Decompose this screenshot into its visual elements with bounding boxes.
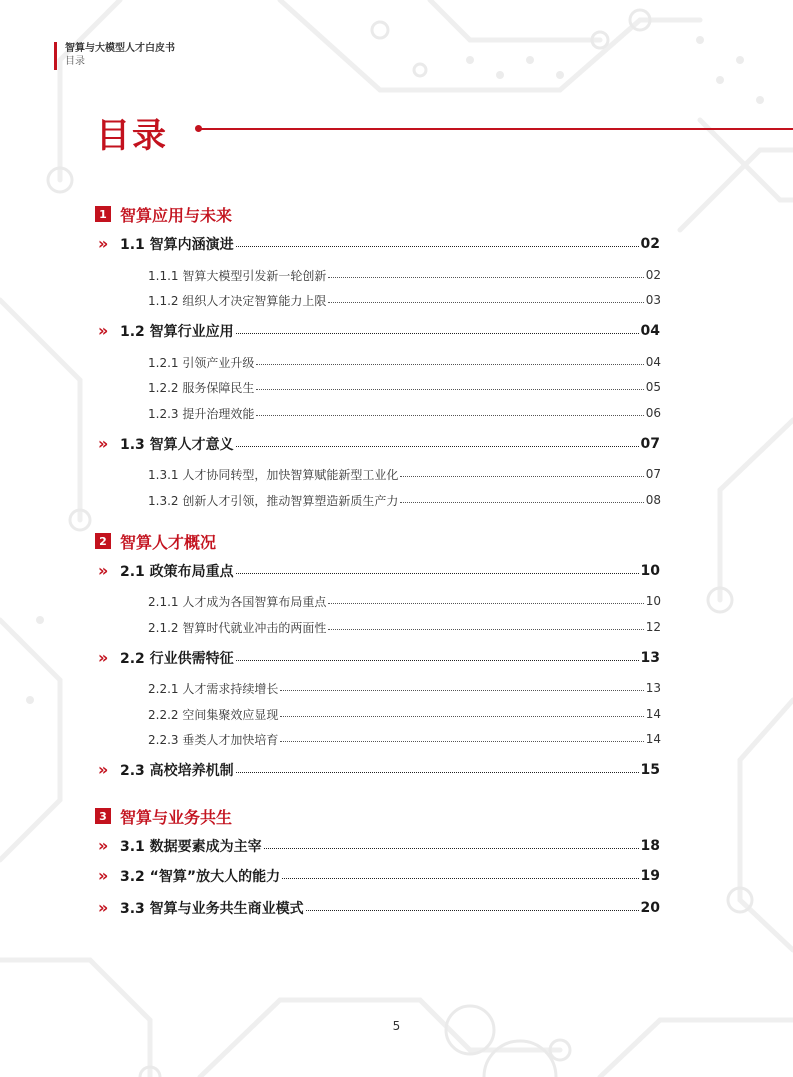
entry-label: 1.3 智算人才意义 xyxy=(120,437,234,453)
chapter-number-badge: 1 xyxy=(95,206,111,222)
double-chevron-icon: » xyxy=(98,561,109,580)
double-chevron-icon: » xyxy=(98,760,109,779)
toc-entry-2-2-3[interactable] xyxy=(148,731,661,747)
entry-label: 1.1.2 组织人才决定智算能力上限 xyxy=(148,293,327,308)
entry-page: 14 xyxy=(645,707,661,721)
double-chevron-icon: » xyxy=(98,898,109,917)
dot-leader xyxy=(256,363,643,365)
toc-entry-3-3[interactable] xyxy=(98,898,660,918)
entry-page: 18 xyxy=(640,838,660,854)
dot-leader xyxy=(328,628,643,630)
entry-label: 1.3.1 人才协同转型，加快智算赋能新型工业化 xyxy=(148,467,399,482)
double-chevron-icon: » xyxy=(98,836,109,855)
dot-leader xyxy=(400,501,643,503)
toc-entry-1-2-1[interactable] xyxy=(148,354,661,370)
entry-label: 1.2.2 服务保障民生 xyxy=(148,380,255,395)
dot-leader xyxy=(282,877,638,879)
toc-entry-3-2[interactable] xyxy=(98,866,660,886)
entry-label: 2.3 高校培养机制 xyxy=(120,763,234,779)
chapter-number-badge: 2 xyxy=(95,533,111,549)
toc-entry-1-2-3[interactable] xyxy=(148,405,661,421)
dot-leader xyxy=(236,245,639,247)
entry-page: 02 xyxy=(645,268,661,282)
dot-leader xyxy=(306,909,639,911)
section-name: 目录 xyxy=(65,56,85,67)
entry-label: 2.2.1 人才需求持续增长 xyxy=(148,681,279,696)
entry-page: 04 xyxy=(640,323,660,339)
entry-label: 1.3.2 创新人才引领，推动智算塑造新质生产力 xyxy=(148,493,399,508)
dot-leader xyxy=(264,847,639,849)
entry-page: 06 xyxy=(645,406,661,420)
entry-label: 2.2.2 空间集聚效应显现 xyxy=(148,707,279,722)
toc-entry-1-1[interactable] xyxy=(98,234,660,254)
page-title: 目录 xyxy=(96,116,168,156)
dot-leader xyxy=(400,475,643,477)
chapter-heading-3[interactable] xyxy=(95,806,232,826)
chapter-heading-1[interactable] xyxy=(95,204,232,224)
chapter-title: 智算与业务共生 xyxy=(120,807,233,827)
toc-entry-2-2-2[interactable] xyxy=(148,706,661,722)
entry-page: 10 xyxy=(640,563,660,579)
entry-page: 12 xyxy=(645,620,661,634)
toc-entry-2-3[interactable] xyxy=(98,760,660,780)
dot-leader xyxy=(236,572,639,574)
entry-label: 3.3 智算与业务共生商业模式 xyxy=(120,901,304,917)
toc-entry-2-1[interactable] xyxy=(98,561,660,581)
entry-label: 1.2.3 提升治理效能 xyxy=(148,406,255,421)
entry-page: 14 xyxy=(645,732,661,746)
entry-label: 2.1 政策布局重点 xyxy=(120,564,234,580)
dot-leader xyxy=(236,659,639,661)
entry-page: 04 xyxy=(645,355,661,369)
toc-entry-1-3-1[interactable] xyxy=(148,466,661,482)
dot-leader xyxy=(256,388,643,390)
entry-page: 19 xyxy=(640,868,660,884)
toc-entry-1-1-2[interactable] xyxy=(148,292,661,308)
toc-entry-3-1[interactable] xyxy=(98,836,660,856)
entry-page: 03 xyxy=(645,293,661,307)
entry-page: 05 xyxy=(645,380,661,394)
entry-label: 2.1.1 人才成为各国智算布局重点 xyxy=(148,594,327,609)
toc-entry-1-3-2[interactable] xyxy=(148,492,661,508)
double-chevron-icon: » xyxy=(98,648,109,667)
entry-label: 1.2 智算行业应用 xyxy=(120,324,234,340)
dot-leader xyxy=(236,771,639,773)
dot-leader xyxy=(328,602,643,604)
toc-entry-2-1-1[interactable] xyxy=(148,593,661,609)
double-chevron-icon: » xyxy=(98,866,109,885)
toc-entry-1-1-1[interactable] xyxy=(148,267,661,283)
double-chevron-icon: » xyxy=(98,434,109,453)
toc-entry-1-2-2[interactable] xyxy=(148,379,661,395)
toc-entry-1-3[interactable] xyxy=(98,434,660,454)
entry-label: 1.2.1 引领产业升级 xyxy=(148,355,255,370)
entry-page: 20 xyxy=(640,900,660,916)
dot-leader xyxy=(236,332,639,334)
dot-leader xyxy=(236,445,639,447)
entry-page: 15 xyxy=(640,762,660,778)
double-chevron-icon: » xyxy=(98,321,109,340)
entry-page: 10 xyxy=(645,594,661,608)
chapter-title: 智算应用与未来 xyxy=(120,205,233,225)
toc-entry-2-1-2[interactable] xyxy=(148,619,661,635)
dot-leader xyxy=(328,301,643,303)
toc-entry-2-2-1[interactable] xyxy=(148,680,661,696)
entry-label: 1.1 智算内涵演进 xyxy=(120,237,234,253)
entry-label: 2.2.3 垂类人才加快培育 xyxy=(148,732,279,747)
entry-page: 08 xyxy=(645,493,661,507)
entry-label: 3.2 “智算”放大人的能力 xyxy=(120,869,281,885)
entry-label: 3.1 数据要素成为主宰 xyxy=(120,839,262,855)
entry-page: 02 xyxy=(640,236,660,252)
chapter-number-badge: 3 xyxy=(95,808,111,824)
dot-leader xyxy=(280,740,643,742)
entry-page: 07 xyxy=(640,436,660,452)
toc-entry-2-2[interactable] xyxy=(98,648,660,668)
toc-entry-1-2[interactable] xyxy=(98,321,660,341)
chapter-heading-2[interactable] xyxy=(95,531,216,551)
chapter-title: 智算人才概况 xyxy=(120,532,217,552)
double-chevron-icon: » xyxy=(98,234,109,253)
document-title: 智算与大模型人才白皮书 xyxy=(65,43,175,54)
dot-leader xyxy=(280,689,643,691)
entry-label: 2.1.2 智算时代就业冲击的两面性 xyxy=(148,620,327,635)
entry-page: 07 xyxy=(645,467,661,481)
entry-page: 13 xyxy=(645,681,661,695)
dot-leader xyxy=(256,414,643,416)
dot-leader xyxy=(280,715,643,717)
page-number: 5 xyxy=(392,1019,401,1033)
entry-label: 1.1.1 智算大模型引发新一轮创新 xyxy=(148,268,327,283)
dot-leader xyxy=(328,276,643,278)
entry-page: 13 xyxy=(640,650,660,666)
entry-label: 2.2 行业供需特征 xyxy=(120,651,234,667)
